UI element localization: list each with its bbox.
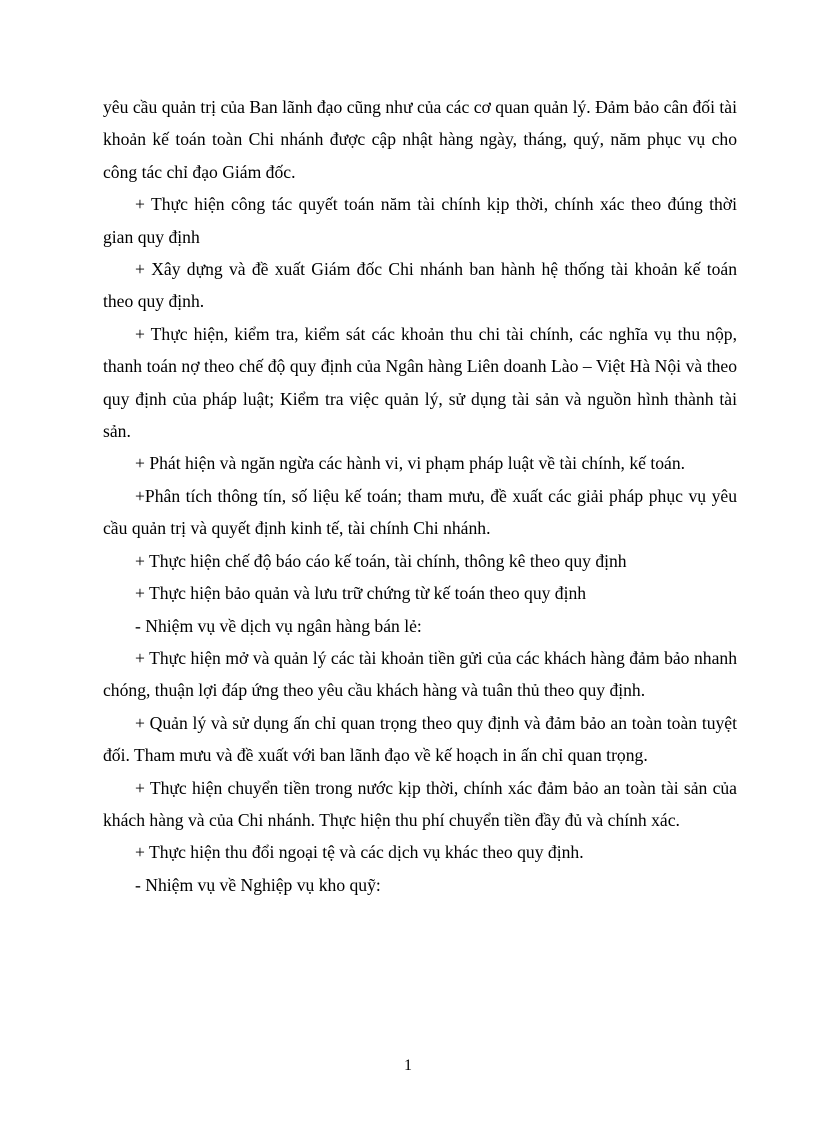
paragraph-continuation: yêu cầu quản trị của Ban lãnh đạo cũng như của các cơ quan quản lý. Đảm bảo cân đối tài khoản kế toán toàn Chi nhánh được cập nhật hàng ngày, tháng, quý, năm phục vụ cho công tác chỉ đạo Giám đốc. [103,97,737,182]
paragraph-data-analysis: +Phân tích thông tín, số liệu kế toán; tham mưu, đề xuất các giải pháp phục vụ yêu cầu quản trị và quyết định kinh tế, tài chính Chi nhánh. [103,485,737,539]
paragraph-document-storage: + Thực hiện bảo quản và lưu trữ chứng từ kế toán theo quy định [135,583,587,604]
section-heading-retail-banking: - Nhiệm vụ về dịch vụ ngân hàng bán lẻ: [135,615,422,636]
paragraph-domestic-transfer: + Thực hiện chuyển tiền trong nước kịp thời, chính xác đảm bảo an toàn tài sản của khách hàng và của Chi nhánh. Thực hiện thu phí chuyển tiền đầy đủ và chính xác. [103,777,737,830]
paragraph-violation-prevention: + Phát hiện và ngăn ngừa các hành vi, vi phạm pháp luật về tài chính, kế toán. [135,453,686,474]
paragraph-financial-inspection: + Thực hiện, kiểm tra, kiểm sát các khoản thu chi tài chính, các nghĩa vụ thu nộp, thanh toán nợ theo chế độ quy định của Ngân hàng Liên doanh Lào – Việt Hà Nội và theo quy định của pháp luật; Kiểm tra việc quản lý, sử dụng tài sản và nguồn hình thành tài sản. [103,323,737,442]
document-body [103,91,737,901]
page-number: 1 [404,1057,412,1074]
section-heading-treasury: - Nhiệm vụ về Nghiệp vụ kho quỹ: [135,874,381,895]
paragraph-valuable-papers: + Quản lý và sử dụng ấn chỉ quan trọng theo quy định và đảm bảo an toàn toàn tuyệt đối. Tham mưu và đề xuất với ban lãnh đạo về kế hoạch in ấn chỉ quan trọng. [103,712,737,766]
paragraph-reporting: + Thực hiện chế độ báo cáo kế toán, tài chính, thông kê theo quy định [135,550,627,571]
paragraph-deposit-accounts: + Thực hiện mở và quản lý các tài khoản tiền gửi của các khách hàng đảm bảo nhanh chóng, thuận lợi đáp ứng theo yêu cầu khách hàng và tuân thủ theo quy định. [103,647,737,701]
paragraph-currency-exchange: + Thực hiện thu đổi ngoại tệ và các dịch vụ khác theo quy định. [135,842,584,863]
paragraph-account-system: + Xây dựng và đề xuất Giám đốc Chi nhánh ban hành hệ thống tài khoản kế toán theo quy định. [103,259,737,312]
paragraph-year-end-settlement: + Thực hiện công tác quyết toán năm tài chính kịp thời, chính xác theo đúng thời gian quy định [103,194,737,247]
